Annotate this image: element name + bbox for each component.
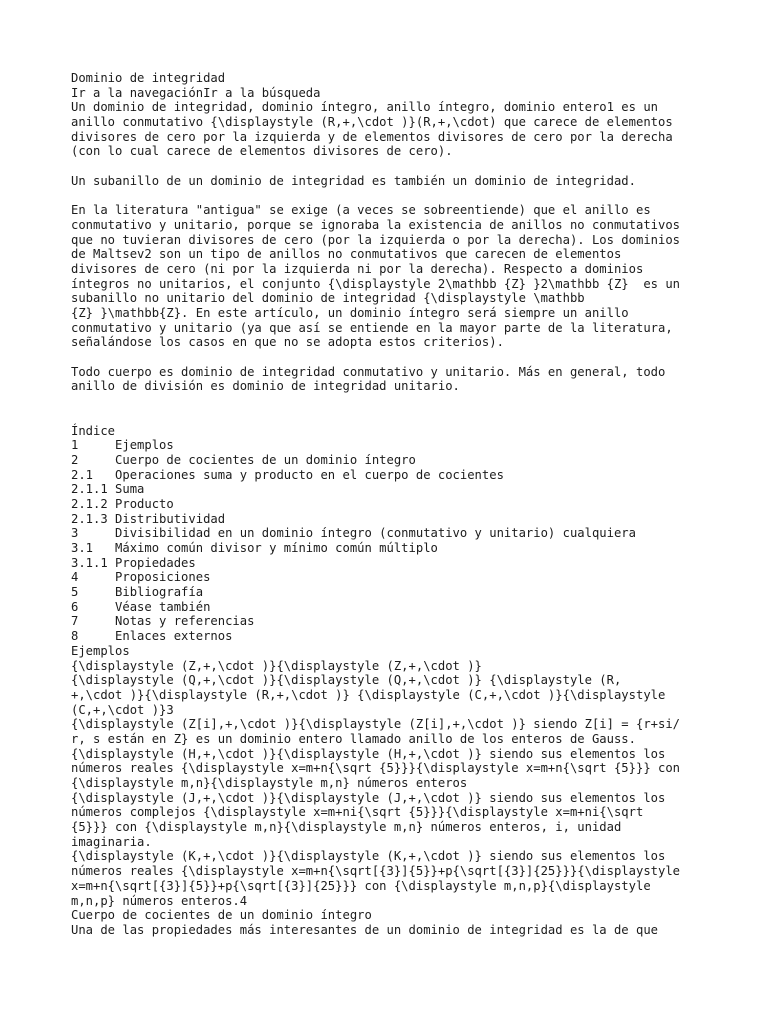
- toc-item[interactable]: 8 Enlaces externos: [71, 629, 233, 644]
- section-heading-quotient-field: Cuerpo de cocientes de un dominio íntegro: [71, 908, 372, 923]
- spacer: [71, 409, 711, 424]
- toc-item[interactable]: 6 Véase también: [71, 599, 211, 614]
- text-line: Un dominio de integridad, dominio íntegro, anillo íntegro, dominio entero1 es un: [71, 100, 658, 115]
- toc-item[interactable]: 4 Proposiciones: [71, 570, 211, 585]
- example-line: {\displaystyle (H,+,\cdot )}{\displaystyle (H,+,\cdot )} siendo sus elementos los: [71, 746, 666, 761]
- toc-item[interactable]: 7 Notas y referencias: [71, 614, 255, 629]
- spacer: [71, 159, 711, 174]
- text-line: conmutativo y unitario (ya que así se entiende en la mayor parte de la literatura,: [71, 320, 673, 335]
- spacer: [71, 394, 711, 409]
- example-line: r, s están en Z} es un dominio entero llamado anillo de los enteros de Gauss.: [71, 731, 636, 746]
- text-line: En la literatura "antigua" se exige (a veces se sobreentiende) que el anillo es: [71, 203, 651, 218]
- example-line: m,n,p} números enteros.4: [71, 893, 248, 908]
- example-line: {\displaystyle (Z[i],+,\cdot )}{\displaystyle (Z[i],+,\cdot )} siendo Z[i] = {r+si/: [71, 717, 681, 732]
- field-paragraph: [71, 365, 711, 394]
- text-line: {Z} }\mathbb{Z}. En este artículo, un dominio íntegro será siempre un anillo: [71, 306, 629, 320]
- text-line: anillo de división es dominio de integridad unitario.: [71, 379, 460, 394]
- example-line: números reales {\displaystyle x=m+n{\sqrt {5}}}{\displaystyle x=m+n{\sqrt {5}}} con: [71, 761, 681, 776]
- text-line: divisores de cero (ni por la izquierda ni por la derecha). Respecto a dominios: [71, 261, 644, 276]
- text-line: anillo conmutativo {\displaystyle (R,+,\cdot )}(R,+,\cdot) que carece de elementos: [71, 115, 673, 130]
- example-line: +,\cdot )}{\displaystyle (R,+,\cdot )} {\displaystyle (C,+,\cdot )}{\displaystyle: [71, 687, 666, 702]
- toc-item[interactable]: 3 Divisibilidad en un dominio íntegro (conmutativo y unitario) cualquiera: [71, 526, 636, 541]
- toc-heading: Índice: [71, 423, 116, 438]
- examples-list: [71, 659, 711, 909]
- toc-item[interactable]: 2.1.3 Distributividad: [71, 511, 226, 526]
- text-line: Una de las propiedades más interesantes de un dominio de integridad es la de que: [71, 922, 658, 937]
- example-line: {\displaystyle (K,+,\cdot )}{\displaystyle (K,+,\cdot )} siendo sus elementos los: [71, 849, 666, 864]
- example-line: {\displaystyle (Z,+,\cdot )}{\displaystyle (Z,+,\cdot )}: [71, 658, 482, 673]
- example-line: números complejos {\displaystyle x=m+ni{\sqrt {5}}}{\displaystyle x=m+ni{\sqrt: [71, 805, 644, 820]
- subring-paragraph: [71, 174, 711, 189]
- example-line: {\displaystyle (Q,+,\cdot )}{\displaystyle (Q,+,\cdot )} {\displaystyle (R,: [71, 673, 622, 688]
- toc-item[interactable]: 3.1.1 Propiedades: [71, 555, 196, 570]
- spacer: [71, 189, 711, 204]
- text-line: divisores de cero por la izquierda y de elementos divisores de cero por la derecha: [71, 129, 673, 144]
- text-line: que no tuvieran divisores de cero (por la izquierda o por la derecha). Los dominios: [71, 232, 681, 247]
- literature-paragraph: [71, 203, 711, 350]
- toc-item[interactable]: 1 Ejemplos: [71, 438, 174, 453]
- intro-paragraph: [71, 100, 711, 159]
- toc-item[interactable]: 3.1 Máximo común divisor y mínimo común múltiplo: [71, 541, 438, 555]
- example-line: {\displaystyle m,n}{\displaystyle m,n} números enteros: [71, 776, 468, 790]
- example-line: {5}}} con {\displaystyle m,n}{\displaystyle m,n} números enteros, i, unidad: [71, 820, 622, 835]
- toc-item[interactable]: 2.1.2 Producto: [71, 496, 174, 511]
- example-line: números reales {\displaystyle x=m+n{\sqrt[{3}]{5}}+p{\sqrt[{3}]{25}}}{\displaystyle: [71, 864, 681, 879]
- spacer: [71, 350, 711, 365]
- toc-item[interactable]: 2.1.1 Suma: [71, 482, 145, 497]
- section-heading-examples: Ejemplos: [71, 643, 130, 658]
- toc-item[interactable]: 2.1 Operaciones suma y producto en el cuerpo de cocientes: [71, 467, 504, 482]
- text-line: señalándose los casos en que no se adopta estos criterios).: [71, 335, 504, 350]
- table-of-contents: [71, 438, 711, 644]
- text-line: conmutativo y unitario, porque se ignoraba la existencia de anillos no conmutativos: [71, 217, 681, 232]
- toc-item[interactable]: 5 Bibliografía: [71, 585, 204, 600]
- text-line: Un subanillo de un dominio de integridad es también un dominio de integridad.: [71, 173, 636, 188]
- toc-item[interactable]: 2 Cuerpo de cocientes de un dominio íntegro: [71, 452, 416, 467]
- example-line: x=m+n{\sqrt[{3}]{5}}+p{\sqrt[{3}]{25}}} con {\displaystyle m,n,p}{\displaystyle: [71, 878, 651, 893]
- page-title: Dominio de integridad: [71, 71, 226, 85]
- text-line: subanillo no unitario del dominio de integridad {\displaystyle \mathbb: [71, 291, 585, 306]
- document-body: [71, 71, 711, 938]
- text-line: íntegros no unitarios, el conjunto {\displaystyle 2\mathbb {Z} }2\mathbb {Z} es un: [71, 276, 681, 291]
- text-line: de Maltsev2 son un tipo de anillos no conmutativos que carecen de elementos: [71, 247, 622, 262]
- text-line: (con lo cual carece de elementos divisores de cero).: [71, 144, 453, 159]
- example-line: (C,+,\cdot )}3: [71, 702, 174, 717]
- example-line: {\displaystyle (J,+,\cdot )}{\displaystyle (J,+,\cdot )} siendo sus elementos los: [71, 790, 666, 805]
- skip-links[interactable]: Ir a la navegaciónIr a la búsqueda: [71, 85, 321, 100]
- example-line: imaginaria.: [71, 834, 152, 849]
- text-line: Todo cuerpo es dominio de integridad conmutativo y unitario. Más en general, todo: [71, 364, 666, 379]
